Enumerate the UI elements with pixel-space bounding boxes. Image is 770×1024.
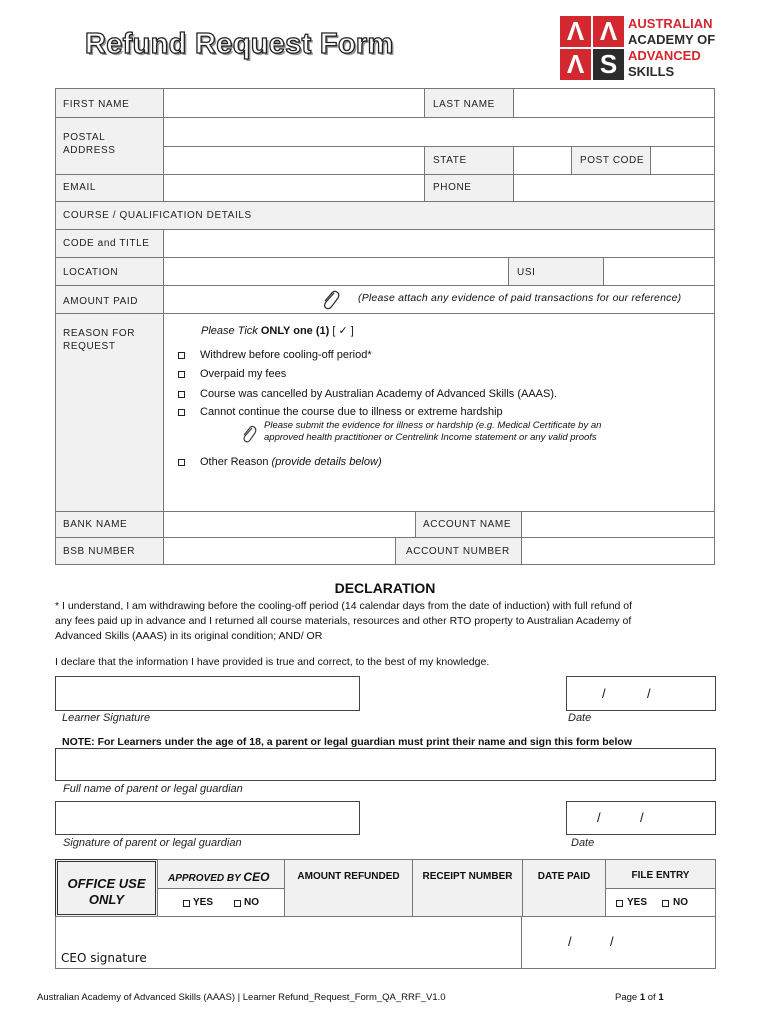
amount-refunded-cell xyxy=(284,859,413,917)
file-entry-yes-no-cell xyxy=(605,888,716,917)
guardian-note: NOTE: For Learners under the age of 18, a parent or legal guardian must print their name and sign this form below xyxy=(62,736,633,748)
bank-name-field[interactable] xyxy=(163,511,416,538)
amount-paid-label-cell xyxy=(55,285,164,314)
file-entry-yes-label: YES xyxy=(627,897,648,908)
date-slash: / xyxy=(597,810,601,825)
usi-label: USI xyxy=(517,267,536,278)
account-name-label-cell xyxy=(415,511,522,538)
guardian-name-field[interactable] xyxy=(55,748,716,781)
option-label-1: Withdrew before cooling-off period* xyxy=(200,349,372,361)
office-use-label: OFFICE USE xyxy=(67,876,146,891)
phone-label-cell xyxy=(424,174,514,202)
learner-signature-caption: Learner Signature xyxy=(62,712,151,724)
account-number-field[interactable] xyxy=(521,537,715,565)
address-label: ADDRESS xyxy=(63,145,116,156)
approved-yes-label: YES xyxy=(193,897,214,908)
code-title-field[interactable] xyxy=(163,229,715,258)
logo-text-2: ACADEMY OF xyxy=(628,32,716,47)
reason-label-cell xyxy=(55,313,164,512)
date-slash: / xyxy=(640,810,644,825)
bsb-field[interactable] xyxy=(163,537,396,565)
option-checkbox-2[interactable] xyxy=(178,371,185,378)
option-label-2: Overpaid my fees xyxy=(200,368,287,380)
paperclip-icon xyxy=(319,288,341,312)
guardian-signature-field[interactable] xyxy=(55,801,360,835)
last-name-label: LAST NAME xyxy=(433,99,495,110)
approved-no-checkbox[interactable] xyxy=(234,900,241,907)
reason-label-2: REQUEST xyxy=(63,341,116,352)
file-entry-cell xyxy=(605,859,716,889)
office-only-label: ONLY xyxy=(88,892,125,907)
file-entry-no-checkbox[interactable] xyxy=(662,900,669,907)
declaration-para-1c: Advanced Skills (AAAS) in its original condition; AND/ OR xyxy=(55,630,323,642)
ceo-date-field[interactable] xyxy=(521,916,716,969)
reason-options-area xyxy=(163,313,715,512)
logo-text-3: ADVANCED xyxy=(628,48,701,63)
page-title: Refund Request Form xyxy=(85,28,394,60)
learner-signature-field[interactable] xyxy=(55,676,360,711)
declaration-para-1b: any fees paid up in advance and I returned all course materials, resources and other RTO property to Australian Academy of xyxy=(55,615,632,627)
email-label: EMAIL xyxy=(63,182,97,193)
guardian-signature-caption: Signature of parent or legal guardian xyxy=(63,837,242,849)
page-number: Page 1 of 1 xyxy=(615,992,664,1003)
file-entry-yes-checkbox[interactable] xyxy=(616,900,623,907)
last-name-label-cell xyxy=(424,88,514,118)
option-checkbox-other[interactable] xyxy=(178,459,185,466)
paperclip-icon xyxy=(240,424,258,444)
amount-paid-label: AMOUNT PAID xyxy=(63,296,139,307)
last-name-field[interactable] xyxy=(513,88,715,118)
approved-by-label: APPROVED BY CEO xyxy=(168,870,270,884)
other-reason-label: Other Reason (provide details below) xyxy=(200,456,382,468)
footer-document-id: Australian Academy of Advanced Skills (AAAS) | Learner Refund_Request_Form_QA_RRF_V1.0 xyxy=(37,992,446,1003)
state-label-cell xyxy=(424,146,514,175)
postal-address-field[interactable] xyxy=(163,117,715,147)
learner-date-caption: Date xyxy=(568,712,592,724)
reason-label-1: REASON FOR xyxy=(63,328,136,339)
postal-label: POSTAL xyxy=(63,132,106,143)
course-details-label: COURSE / QUALIFICATION DETAILS xyxy=(63,210,252,221)
hardship-note-2: approved health practitioner or Centrelink Income statement or any valid proofs xyxy=(264,432,597,443)
account-name-label: ACCOUNT NAME xyxy=(423,519,512,530)
logo-text-4: SKILLS xyxy=(628,64,675,79)
bank-name-label: BANK NAME xyxy=(63,519,128,530)
phone-label: PHONE xyxy=(433,182,472,193)
first-name-label-cell xyxy=(55,88,164,118)
amount-paid-field[interactable] xyxy=(163,285,715,314)
account-name-field[interactable] xyxy=(521,511,715,538)
location-label-cell xyxy=(55,257,164,286)
bsb-label-cell xyxy=(55,537,164,565)
guardian-name-caption: Full name of parent or legal guardian xyxy=(63,783,243,795)
option-checkbox-3[interactable] xyxy=(178,391,185,398)
account-number-label: ACCOUNT NUMBER xyxy=(406,546,510,557)
approved-yes-no-cell xyxy=(157,888,285,917)
option-checkbox-4[interactable] xyxy=(178,409,185,416)
file-entry-no-label: NO xyxy=(673,897,688,908)
first-name-field[interactable] xyxy=(163,88,425,118)
guardian-date-field[interactable] xyxy=(566,801,716,835)
file-entry-label: FILE ENTRY xyxy=(631,870,690,881)
declaration-para-1a: * I understand, I am withdrawing before the cooling-off period (14 calendar days from the date of induction) with full refund of xyxy=(55,600,633,612)
evidence-note: (Please attach any evidence of paid transactions for our reference) xyxy=(358,292,682,304)
option-label-4: Cannot continue the course due to illness or extreme hardship xyxy=(200,406,503,418)
state-label: STATE xyxy=(433,155,467,166)
phone-field[interactable] xyxy=(513,174,715,202)
date-paid-label: DATE PAID xyxy=(537,871,591,882)
post-code-label: POST CODE xyxy=(580,155,645,166)
receipt-number-cell xyxy=(412,859,523,917)
location-field[interactable] xyxy=(163,257,509,286)
logo-text-1: AUSTRALIAN xyxy=(628,16,713,31)
date-slash: / xyxy=(602,686,606,701)
date-slash: / xyxy=(610,934,614,949)
date-slash: / xyxy=(568,934,572,949)
option-label-3: Course was cancelled by Australian Academy of Advanced Skills (AAAS). xyxy=(200,388,558,400)
course-details-header xyxy=(55,201,715,230)
postal-address-label-cell xyxy=(55,117,164,175)
date-paid-cell xyxy=(522,859,606,917)
declaration-para-2: I declare that the information I have provided is true and correct, to the best of my knowledge. xyxy=(55,656,490,668)
account-number-label-cell xyxy=(395,537,522,565)
email-field[interactable] xyxy=(163,174,425,202)
first-name-label: FIRST NAME xyxy=(63,99,130,110)
code-title-label-cell xyxy=(55,229,164,258)
approved-yes-checkbox[interactable] xyxy=(183,900,190,907)
ceo-signature-label: CEO signature xyxy=(61,951,147,965)
state-field[interactable] xyxy=(513,146,572,175)
bank-name-label-cell xyxy=(55,511,164,538)
usi-field[interactable] xyxy=(603,257,715,286)
learner-date-field[interactable] xyxy=(566,676,716,711)
post-code-field[interactable] xyxy=(650,146,715,175)
post-code-label-cell xyxy=(571,146,651,175)
location-label: LOCATION xyxy=(63,267,119,278)
code-title-label: CODE and TITLE xyxy=(63,238,150,249)
office-use-label-cell xyxy=(55,859,158,917)
email-label-cell xyxy=(55,174,164,202)
aaas-logo: Λ Λ Λ S AUSTRALIAN ACADEMY OF ADVANCED SKILLS xyxy=(560,16,730,78)
usi-label-cell xyxy=(508,257,604,286)
option-checkbox-1[interactable] xyxy=(178,352,185,359)
hardship-note-1: Please submit the evidence for illness or hardship (e.g. Medical Certificate by an xyxy=(264,420,602,431)
declaration-heading: DECLARATION xyxy=(334,580,436,596)
tick-instruction: Please Tick ONLY one (1) [ ✓ ] xyxy=(201,325,354,337)
postal-address-field-2[interactable] xyxy=(163,146,425,175)
guardian-date-caption: Date xyxy=(571,837,595,849)
date-slash: / xyxy=(647,686,651,701)
amount-refunded-label: AMOUNT REFUNDED xyxy=(297,871,400,882)
bsb-label: BSB NUMBER xyxy=(63,546,136,557)
ceo-signature-field[interactable] xyxy=(55,916,522,969)
receipt-number-label: RECEIPT NUMBER xyxy=(422,871,513,882)
approved-by-cell xyxy=(157,859,285,889)
approved-no-label: NO xyxy=(244,897,259,908)
